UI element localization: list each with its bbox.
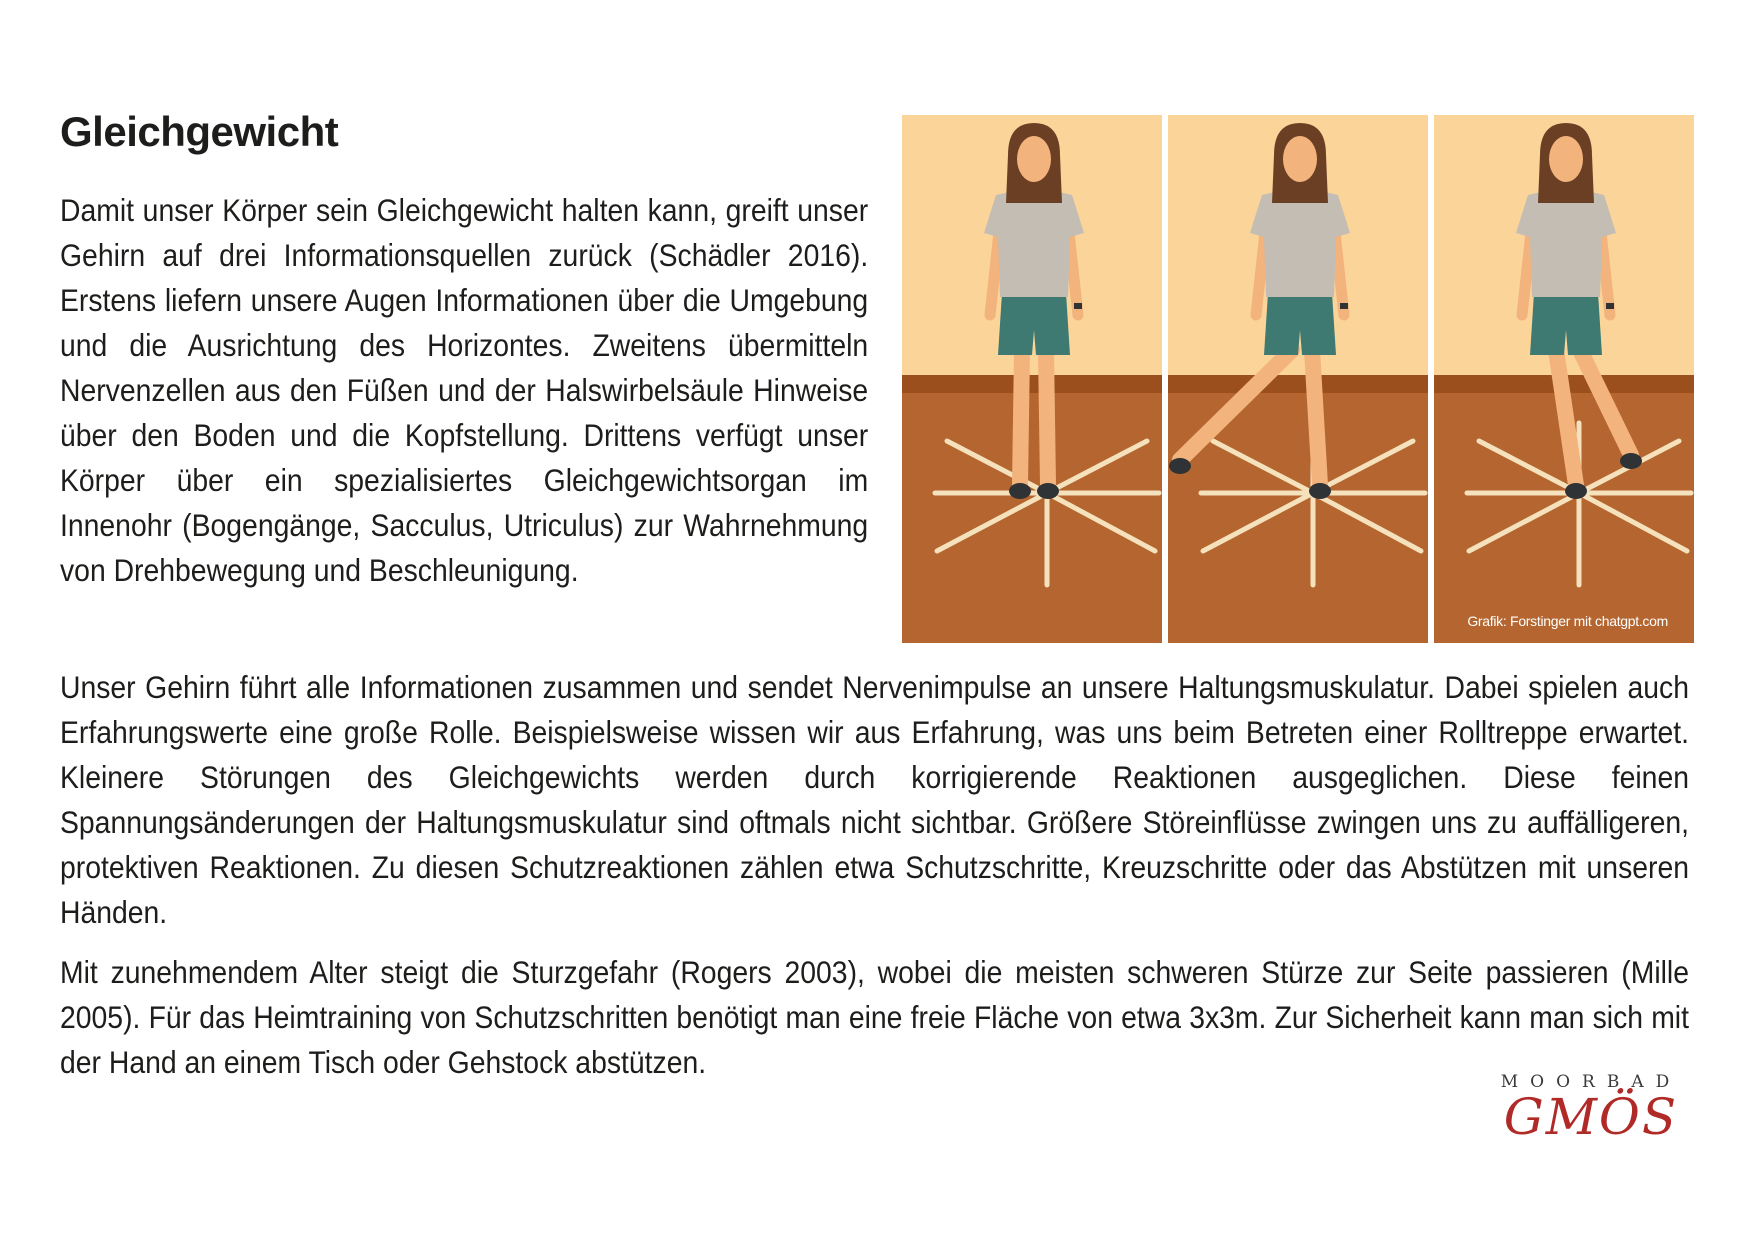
leg xyxy=(1312,350,1320,485)
logo-wordmark: GMÖS xyxy=(1503,1088,1679,1146)
paragraph-brain: Unser Gehirn führt alle Informationen zusammen und sendet Nervenimpulse an unsere Haltungsmuskulatur. Dabei spielen auch Erfahrungswerte eine große Rolle. Beispielsweise wissen wir aus Erfahrung, was uns beim Betreten einer Rolltreppe erwartet. Kleinere Störungen des Gleichgewichts werden durch korrigierende Reaktionen ausgeglichen. Diese feinen Spannungsänderungen der Haltungsmuskulatur sind oftmals nicht sichtbar. Größere Störeinflüsse zwingen uns zu auffälligeren, protektiven Reaktionen. Zu diesen Schutzreaktionen zählen etwa Schutzschritte, Kreuzschritte oder das Abstützen mit unseren Händen. xyxy=(60,669,1689,930)
face xyxy=(1017,136,1051,182)
floor xyxy=(902,393,1162,643)
balance-steps-graphic xyxy=(902,115,1694,643)
face xyxy=(1283,136,1317,182)
leg xyxy=(1020,350,1022,485)
shoe xyxy=(1565,483,1587,499)
shoe xyxy=(1169,458,1191,474)
panel-3 xyxy=(1434,115,1694,643)
image-credit: Grafik: Forstinger mit chatgpt.com xyxy=(1467,613,1668,629)
page-title: Gleichgewicht xyxy=(60,108,339,155)
leg xyxy=(1046,350,1048,485)
panel-2 xyxy=(1168,115,1428,643)
shoe xyxy=(1037,483,1059,499)
watch xyxy=(1340,303,1348,309)
baseboard xyxy=(1168,375,1428,393)
balance-illustration xyxy=(902,115,1694,643)
baseboard xyxy=(902,375,1162,393)
paragraph-intro: Damit unser Körper sein Gleichgewicht halten kann, greift unser Gehirn auf drei Informationsquellen zurück (Schädler 2016). Erstens liefern unsere Augen Informationen über die Umgebung und die Ausrichtung des Horizontes. Zweitens übermitteln Nervenzellen aus den Füßen und der Halswirbelsäule Hinweise über den Boden und die Kopfstellung. Drittens verfügt unser Körper über ein spezialisiertes Gleichgewichtsorgan im Innenohr (Bogengänge, Sacculus, Utriculus) zur Wahrnehmung von Drehbewegung und Beschleunigung. xyxy=(60,192,869,588)
paragraph-age: Mit zunehmendem Alter steigt die Sturzgefahr (Rogers 2003), wobei die meisten schweren Stürze zur Seite passieren (Mille 2005). Für das Heimtraining von Schutzschritten benötigt man eine freie Fläche von etwa 3x3m. Zur Sicherheit kann man sich mit der Hand an einem Tisch oder Gehstock abstützen. xyxy=(60,954,1689,1080)
watch xyxy=(1606,303,1614,309)
panel-1 xyxy=(902,115,1162,643)
gmoes-logo xyxy=(1486,1072,1696,1144)
face xyxy=(1549,136,1583,182)
divider xyxy=(1162,115,1168,643)
shoe xyxy=(1309,483,1331,499)
divider xyxy=(1428,115,1434,643)
watch xyxy=(1074,303,1082,309)
shoe xyxy=(1009,483,1031,499)
shoe xyxy=(1620,453,1642,469)
logo-subtitle: MOORBAD xyxy=(1500,1072,1682,1092)
